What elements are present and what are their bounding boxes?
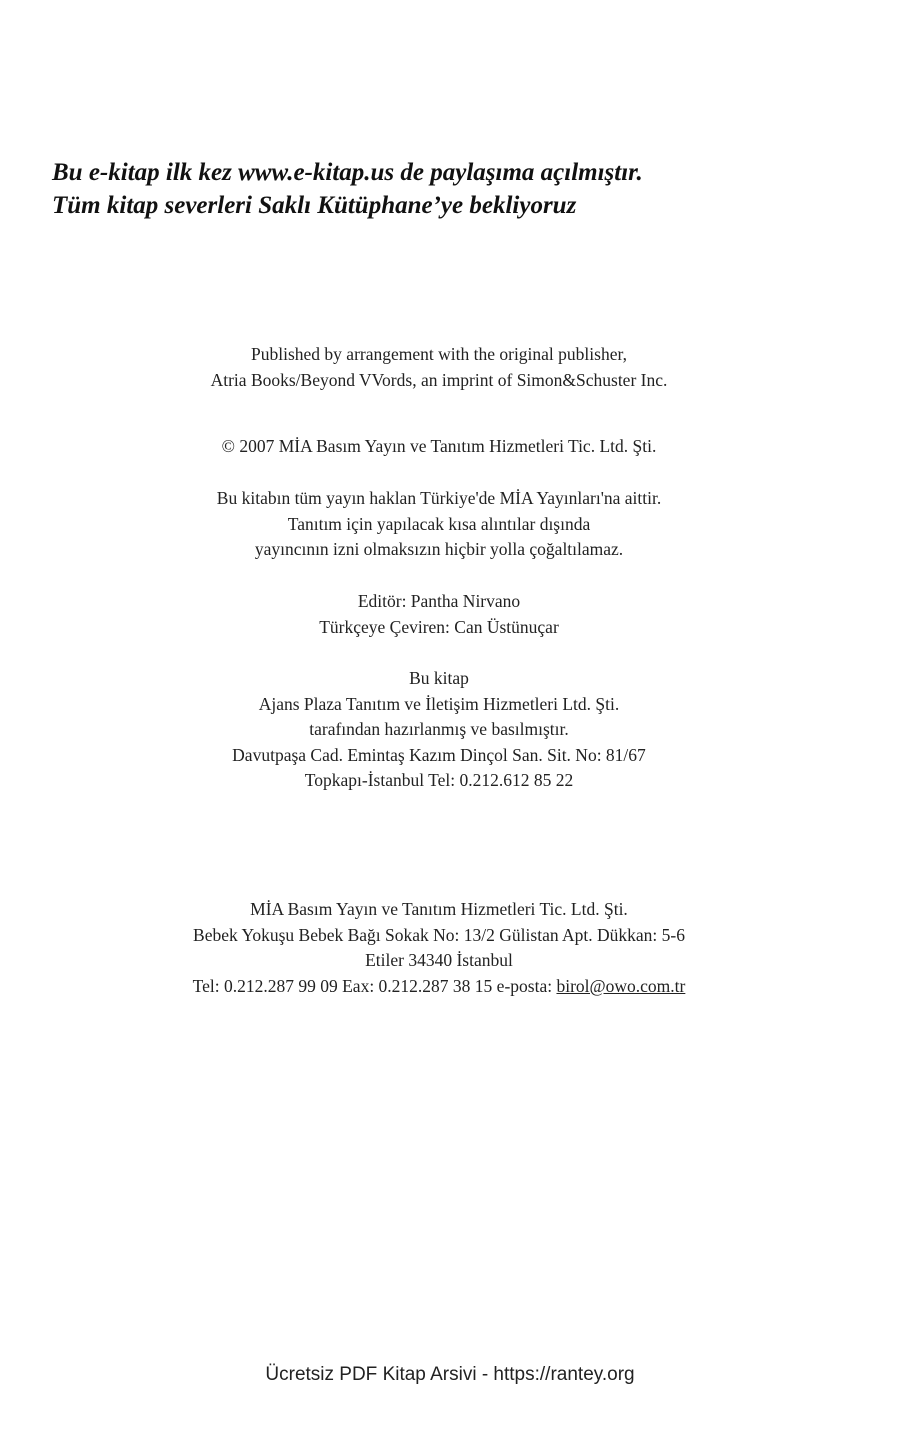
contact-prefix: Tel: 0.212.287 99 09 Eax: 0.212.287 38 15 e-posta: <box>192 975 557 996</box>
ebook-share-notice <box>52 156 872 222</box>
address-line-1: MİA Basım Yayın ve Tanıtım Hizmetleri Tic. Ltd. Şti. <box>250 899 628 919</box>
email-link[interactable]: birol@owo.com.tr <box>556 975 686 996</box>
rights-line-2: Tanıtım için yapılacak kısa alıntılar dışında <box>287 513 591 534</box>
publisher-line-1: Published by arrangement with the original publisher, <box>251 344 627 364</box>
rights-line-3: yayıncının izni olmaksızın hiçbir yolla çoğaltılamaz. <box>254 539 624 559</box>
printer-line-4: Davutpaşa Cad. Emintaş Kazım Dinçol San. Sit. No: 81/67 <box>232 744 646 765</box>
copyright-line: © 2007 MİA Basım Yayın ve Tanıtım Hizmetleri Tic. Ltd. Şti. <box>221 436 657 456</box>
copyright-notice <box>0 434 878 460</box>
publisher-line-2: Atria Books/Beyond VVords, an imprint of Simon&Schuster Inc. <box>210 369 668 390</box>
footer-source: Ücretsiz PDF Kitap Arsivi - https://rantey.org <box>265 1364 635 1385</box>
address-line-3: Etiler 34340 İstanbul <box>365 950 513 970</box>
address-line-2: Bebek Yokuşu Bebek Bağı Sokak No: 13/2 Gülistan Apt. Dükkan: 5-6 <box>193 924 685 945</box>
printer-line-2: Ajans Plaza Tanıtım ve İletişim Hizmetleri Ltd. Şti. <box>258 693 620 714</box>
printer-info <box>0 666 878 794</box>
printer-line-5: Topkapı-İstanbul Tel: 0.212.612 85 22 <box>304 770 574 790</box>
rights-notice <box>0 486 878 563</box>
notice-line-2: Tüm kitap severleri Saklı Kütüphane’ye bekliyoruz <box>52 192 577 219</box>
editorial-credits <box>0 589 878 640</box>
printer-line-3: tarafından hazırlanmış ve basılmıştır. <box>309 719 569 739</box>
publisher-address <box>0 897 878 999</box>
rights-line-1: Bu kitabın tüm yayın haklan Türkiye'de MİA Yayınları'na aittir. <box>216 488 662 508</box>
editor-credit: Editör: Pantha Nirvano <box>357 591 521 611</box>
printer-line-1: Bu kitap <box>409 668 469 688</box>
notice-line-1: Bu e-kitap ilk kez www.e-kitap.us de paylaşıma açılmıştır. <box>52 159 643 186</box>
contact-line <box>0 974 878 1000</box>
publisher-credit <box>0 342 878 393</box>
translator-credit: Türkçeye Çeviren: Can Üstünuçar <box>319 616 559 637</box>
